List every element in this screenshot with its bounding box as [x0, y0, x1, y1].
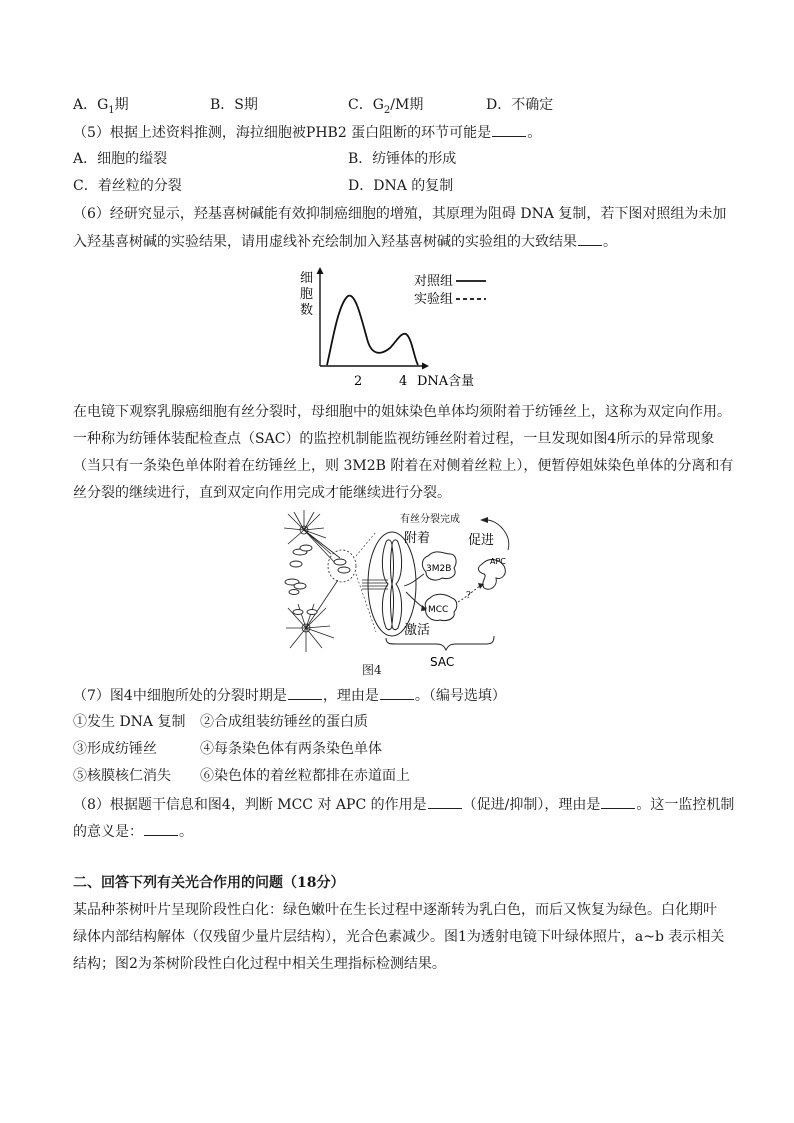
answer-blank[interactable] [601, 794, 635, 809]
figure-4-diagram [276, 508, 526, 678]
fig4-mcc-label: MCC [428, 605, 449, 615]
section2-line3: 结构；图2为茶树阶段性白化过程中相关生理指标检测结果。 [73, 956, 446, 972]
fig4-activate-label: 激活 [404, 623, 431, 638]
para1-line1: 在电镜下观察乳腺癌细胞有丝分裂时，母细胞中的姐妹染色单体均须附着于纺锤丝上，这称为双定向作用。 [73, 404, 731, 420]
sac-brace [386, 636, 494, 650]
enlarged-chromosome [382, 540, 401, 630]
dna-content-graph [296, 266, 496, 390]
answer-blank[interactable] [288, 685, 322, 700]
q7-option-2: ②合成组装纺锤丝的蛋白质 [200, 714, 368, 730]
figure-4-caption: 图4 [362, 663, 382, 677]
control-curve [327, 296, 418, 365]
q4-option-d: D．不确定 [486, 97, 554, 113]
q5-option-b: B．纺锤体的形成 [348, 151, 457, 167]
answer-blank[interactable] [428, 794, 462, 809]
x-axis-label: DNA含量 [417, 374, 475, 389]
q7-option-5: ⑤核膜核仁消失 [73, 768, 171, 784]
fig4-attach-label: 附着 [404, 531, 431, 546]
q7-option-6: ⑥染色体的着丝粒都排在赤道面上 [200, 768, 410, 784]
q7-option-4: ④每条染色体有两条染色单体 [200, 741, 382, 757]
answer-blank[interactable] [144, 821, 178, 836]
fig4-3m2b-label: 3M2B [426, 564, 452, 574]
answer-blank[interactable] [492, 122, 526, 137]
q4-option-b: B．S期 [210, 97, 258, 113]
para1-line4: 丝分裂的继续进行，直到双定向作用完成才能继续进行分裂。 [73, 485, 451, 501]
fig4-done-label: 有丝分裂完成 [400, 514, 460, 525]
section2-line1: 某品种茶树叶片呈现阶段性白化：绿色嫩叶在生长过程中逐渐转为乳白色，而后又恢复为绿色。白化期叶 [73, 902, 717, 918]
q7-stem: （7）图4中细胞所处的分裂时期是 ，理由是 。（编号选填） [73, 685, 506, 706]
q5-stem: （5）根据上述资料推测，海拉细胞被PHB2 蛋白阻断的环节可能是 。 [73, 122, 541, 143]
fig4-promote-label: 促进 [468, 533, 495, 548]
graph-ylabel-3: 数 [300, 303, 314, 318]
left-chromosomes [285, 545, 312, 595]
legend-control-label: 对照组 [414, 274, 454, 289]
q4-option-a: A．$G_1$期 [73, 97, 129, 116]
q8-line2: 的意义是： 。 [73, 821, 193, 842]
x-tick-2: 2 [354, 374, 363, 389]
q8-line1: （8）根据题干信息和图4，判断 MCC 对 APC 的作用是 （促进/抑制），理由是 。这一监控机制 [73, 794, 734, 815]
legend-exp-label: 实验组 [414, 292, 454, 307]
q6-line2: 入羟基喜树碱的实验结果，请用虚线补充绘制加入羟基喜树碱的实验组的大致结果 。 [73, 231, 617, 252]
graph-x-arrow [422, 363, 429, 370]
zoom-circle [328, 550, 356, 582]
fig4-apc-label: APC [490, 557, 506, 566]
q6-line1: （6）经研究显示，羟基喜树碱能有效抑制癌细胞的增殖，其原理为阻碍 DNA 复制，若下图对照组为未加 [73, 206, 727, 222]
graph-ylabel-2: 胞 [300, 287, 314, 302]
graph-y-arrow [317, 267, 324, 274]
q5-option-a: A．细胞的缢裂 [73, 151, 168, 167]
q7-option-3: ③形成纺锤丝 [73, 741, 157, 757]
q5-option-c: C．着丝粒的分裂 [73, 178, 182, 194]
x-tick-4: 4 [399, 374, 408, 389]
graph-ylabel-1: 细 [300, 271, 314, 286]
answer-blank[interactable] [380, 685, 414, 700]
fig4-question-label: ? [466, 591, 471, 601]
section2-title: 二、回答下列有关光合作用的问题（18分） [73, 875, 345, 891]
section2-line2: 绿体内部结构解体（仅残留少量片层结构），光合色素减少。图1为透射电镜下叶绿体照片，a~b 表示相关 [73, 929, 725, 945]
answer-blank[interactable] [578, 231, 602, 246]
para1-line3: （当只有一条染色单体附着在纺锤丝上，则 3M2B 附着在对侧着丝粒上），便暂停姐妹染色单体的分离和有 [73, 458, 734, 474]
q7-option-1: ①发生 DNA 复制 [73, 714, 186, 730]
q5-option-d: D．DNA 的复制 [348, 178, 454, 194]
para1-line2: 一种称为纺锤体装配检查点（SAC）的监控机制能监视纺锤丝附着过程，一旦发现如图4所示的异常现象 [73, 431, 715, 447]
fig4-sac-label: SAC [430, 655, 455, 669]
q4-option-c: C．$G_2/M$期 [348, 97, 424, 116]
